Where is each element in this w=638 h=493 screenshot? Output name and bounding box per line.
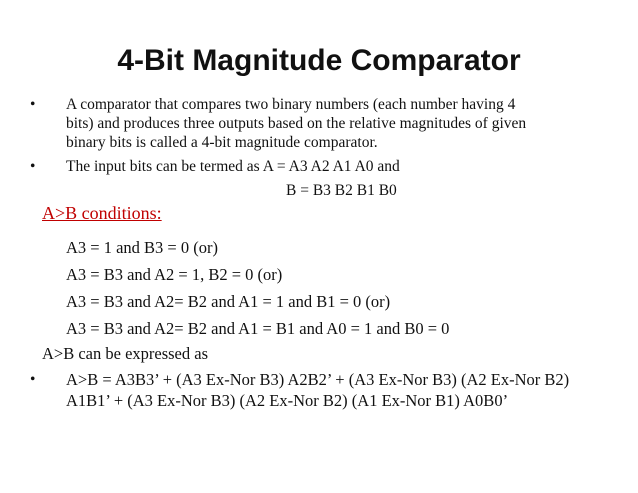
expression-line: A>B = A3B3’ + (A3 Ex-Nor B3) A2B2’ + (A3 Ex-Nor B3) (A2 Ex-Nor B2)	[66, 370, 570, 389]
bullet-marker: •	[30, 158, 36, 175]
input-line-b: B = B3 B2 B1 B0	[286, 182, 397, 199]
input-line-a: The input bits can be termed as A = A3 A2 A1 A0 and	[66, 158, 400, 175]
conditions-heading: A>B conditions:	[42, 203, 162, 223]
intro-line: A comparator that compares two binary numbers (each number having 4	[66, 96, 516, 113]
expressed-label: A>B can be expressed as	[42, 344, 208, 363]
slide-title: 4-Bit Magnitude Comparator	[117, 44, 521, 77]
condition-line: A3 = 1 and B3 = 0 (or)	[66, 238, 218, 257]
condition-line: A3 = B3 and A2= B2 and A1 = B1 and A0 = 1 and B0 = 0	[66, 319, 450, 338]
bullet-marker: •	[30, 96, 36, 113]
expression-line: A1B1’ + (A3 Ex-Nor B3) (A2 Ex-Nor B2) (A1 Ex-Nor B1) A0B0’	[66, 391, 509, 410]
condition-line: A3 = B3 and A2= B2 and A1 = 1 and B1 = 0 (or)	[66, 292, 391, 311]
condition-line: A3 = B3 and A2 = 1, B2 = 0 (or)	[66, 265, 283, 284]
intro-line: bits) and produces three outputs based on the relative magnitudes of given	[66, 115, 527, 132]
intro-line: binary bits is called a 4-bit magnitude comparator.	[66, 134, 378, 151]
bullet-marker: •	[30, 371, 36, 388]
